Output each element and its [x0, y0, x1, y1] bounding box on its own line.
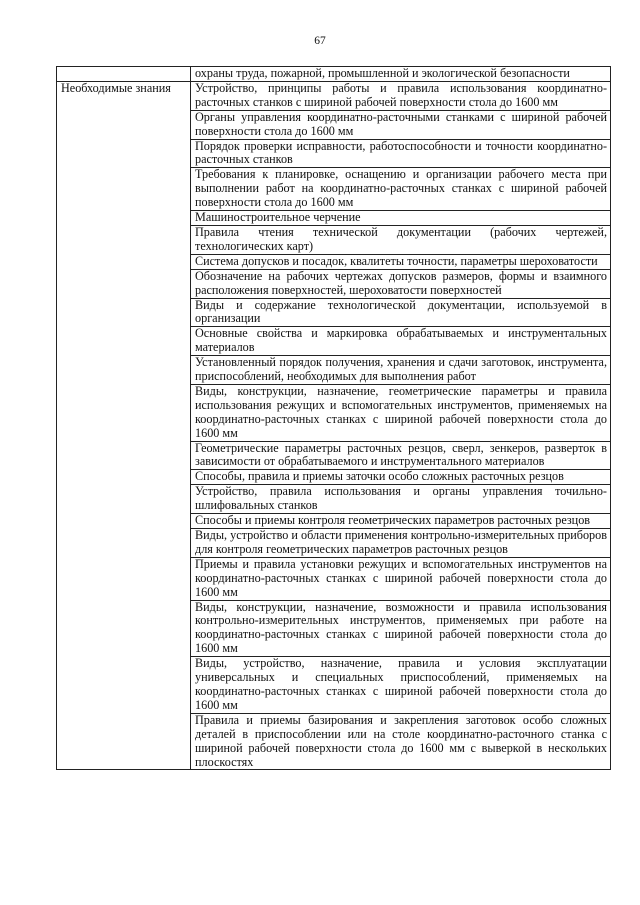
table-cell-text: Виды, устройство, назначение, правила и условия эксплуатации универсальных и специальных приспособлений, применяемых на координатно-расточных станках с шириной рабочей поверхности стола до 1600 мм [191, 657, 611, 714]
table-cell-text: Обозначение на рабочих чертежах допусков размеров, формы и взаимного расположения поверхностей, шероховатости поверхностей [191, 269, 611, 298]
table-cell-text: Правила и приемы базирования и закрепления заготовок особо сложных деталей в приспособлении или на столе координатно-расточного станка с шириной рабочей поверхности стола до 1600 мм с выверкой в нескольких плоскостях [191, 713, 611, 770]
table-cell-text: Основные свойства и маркировка обрабатываемых и инструментальных материалов [191, 327, 611, 356]
knowledge-table [56, 66, 611, 770]
table-cell-text: Правила чтения технической документации (рабочих чертежей, технологических карт) [191, 225, 611, 254]
table-cell-text: охраны труда, пожарной, промышленной и экологической безопасности [191, 67, 611, 82]
table-cell-text: Установленный порядок получения, хранения и сдачи заготовок, инструмента, приспособлений, необходимых для выполнения работ [191, 356, 611, 385]
table-cell-text: Способы, правила и приемы заточки особо сложных расточных резцов [191, 470, 611, 485]
empty-label-cell [57, 67, 191, 82]
table-cell-text: Порядок проверки исправности, работоспособности и точности координатно-расточных станков [191, 139, 611, 168]
table-cell-text: Машиностроительное черчение [191, 211, 611, 226]
table-cell-text: Приемы и правила установки режущих и вспомогательных инструментов на координатно-расточных станках с шириной рабочей поверхности стола до 1600 мм [191, 557, 611, 600]
table-cell-text: Органы управления координатно-расточными станками с шириной рабочей поверхности стола до 1600 мм [191, 110, 611, 139]
table-cell-text: Геометрические параметры расточных резцов, сверл, зенкеров, разверток в зависимости от обрабатываемого и инструментального материалов [191, 441, 611, 470]
table-cell-text: Система допусков и посадок, квалитеты точности, параметры шероховатости [191, 254, 611, 269]
table-row [57, 81, 611, 110]
table-cell-text: Устройство, правила использования и органы управления точильно-шлифовальных станков [191, 485, 611, 514]
section-label-cell: Необходимые знания [57, 81, 191, 770]
table-row [57, 67, 611, 82]
table-cell-text: Устройство, принципы работы и правила использования координатно-расточных станков с шириной рабочей поверхности стола до 1600 мм [191, 81, 611, 110]
table-cell-text: Виды и содержание технологической документации, используемой в организации [191, 298, 611, 327]
knowledge-table-body [57, 67, 611, 770]
table-cell-text: Виды, конструкции, назначение, возможности и правила использования контрольно-измерительных инструментов, применяемых при работе на координатно-расточных станках с шириной рабочей поверхности стола до 1600 мм [191, 600, 611, 657]
table-cell-text: Виды, устройство и области применения контрольно-измерительных приборов для контроля геометрических параметров расточных резцов [191, 529, 611, 558]
table-cell-text: Требования к планировке, оснащению и организации рабочего места при выполнении работ на координатно-расточных станках с шириной рабочей поверхности стола до 1600 мм [191, 168, 611, 211]
table-cell-text: Виды, конструкции, назначение, геометрические параметры и правила использования режущих и вспомогательных инструментов, применяемых на координатно-расточных станках с шириной рабочей поверхности стола до 1600 мм [191, 384, 611, 441]
table-cell-text: Способы и приемы контроля геометрических параметров расточных резцов [191, 514, 611, 529]
page-number: 67 [314, 35, 326, 47]
